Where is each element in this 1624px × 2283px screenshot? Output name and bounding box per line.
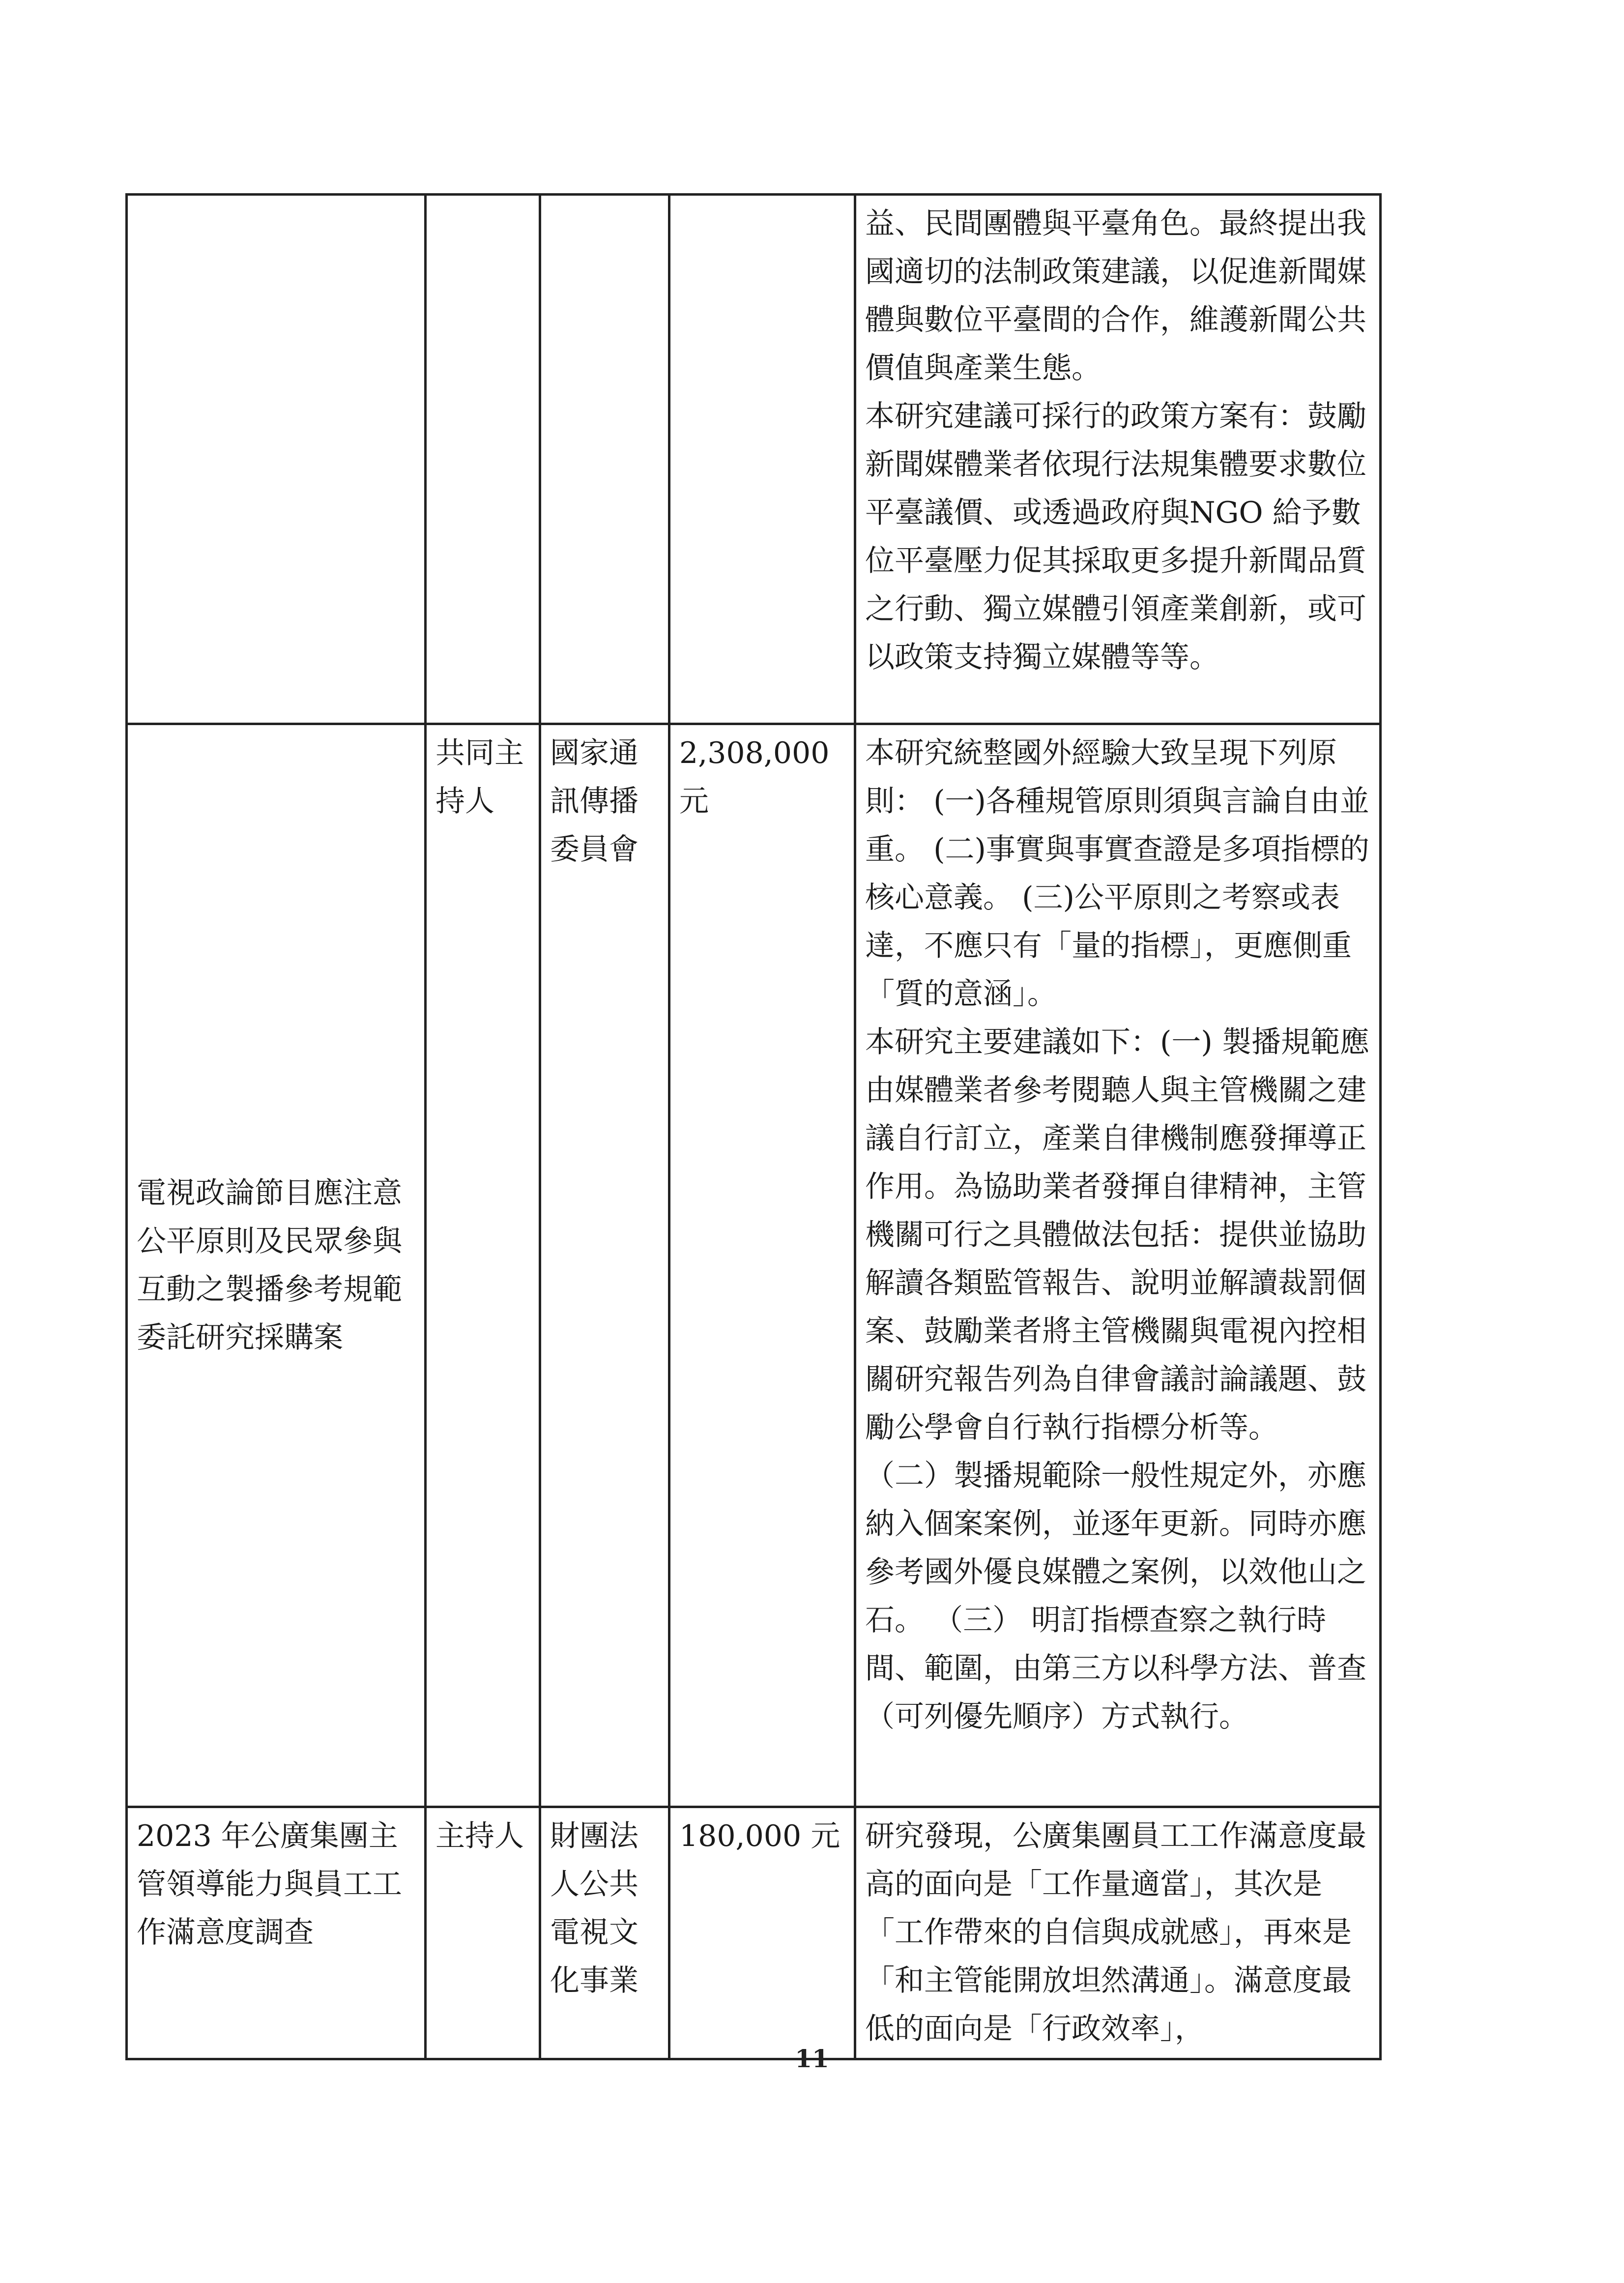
- summary-cell: [855, 1807, 1381, 2059]
- agency-cell: [540, 195, 669, 724]
- summary-cell: [855, 195, 1381, 724]
- role-cell: 共同主持人: [426, 724, 540, 1807]
- summary-paragraph: 本研究建議可採行的政策方案有：鼓勵新聞媒體業者依現行法規集體要求數位平臺議價、或透過政府與NGO 給予數位平臺壓力促其採取更多提升新聞品質之行動、獨立媒體引領產業創新，或可以政策支持獨立媒體等等。: [865, 399, 1366, 674]
- agency-cell: 國家通訊傳播委員會: [540, 724, 669, 1807]
- summary-cell: [855, 724, 1381, 1807]
- summary-paragraph: 本研究統整國外經驗大致呈現下列原則： (一)各種規管原則須與言論自由並重。 (二)事實與事實查證是多項指標的核心意義。 (三)公平原則之考察或表達，不應只有「量的指標」，更應側重「質的意涵」。: [865, 736, 1369, 1011]
- project-title-cell: 2023 年公廣集團主管領導能力與員工工作滿意度調查: [127, 1807, 426, 2059]
- summary-paragraph: 研究發現，公廣集團員工工作滿意度最高的面向是「工作量適當」，其次是「工作帶來的自信與成就感」，再來是「和主管能開放坦然溝通」。滿意度最低的面向是「行政效率」，: [865, 1819, 1366, 2046]
- role-cell: [426, 195, 540, 724]
- amount-cell: 180,000 元: [669, 1807, 855, 2059]
- role-cell: 主持人: [426, 1807, 540, 2059]
- amount-cell: 2,308,000 元: [669, 724, 855, 1807]
- summary-paragraph: （二）製播規範除一般性規定外，亦應納入個案案例，並逐年更新。同時亦應 參考國外優良媒體之案例，以效他山之石。 （三） 明訂指標查察之執行時間、範圍，由第三方以科學方法、普查（可列優先順序）方式執行。: [865, 1459, 1366, 1734]
- summary-paragraph: 本研究主要建議如下：(一) 製播規範應由媒體業者參考閱聽人與主管機關之建議自行訂立，產業自律機制應發揮導正作用。為協助業者發揮自律精神，主管機關可行之具體做法包括：提供並協助解讀各類監管報告、說明並解讀裁罰個案、鼓勵業者將主管機關與電視內控相關研究報告列為自律會議討論議題、鼓勵公學會自行執行指標分析等。: [865, 1025, 1369, 1445]
- summary-paragraph: 益、民間團體與平臺角色。最終提出我國適切的法制政策建議，以促進新聞媒體與數位平臺間的合作，維護新聞公共價值與產業生態。: [865, 206, 1366, 385]
- project-title-cell: [127, 195, 426, 724]
- project-title-cell: 電視政論節目應注意公平原則及民眾參與互動之製播參考規範委託研究採購案: [127, 724, 426, 1807]
- table-row: [127, 1807, 1381, 2059]
- table-row: [127, 724, 1381, 1807]
- amount-cell: [669, 195, 855, 724]
- research-projects-table: [125, 193, 1382, 2060]
- page-number: 11: [795, 2044, 829, 2073]
- table-row: [127, 195, 1381, 724]
- agency-cell: 財團法人公共電視文化事業: [540, 1807, 669, 2059]
